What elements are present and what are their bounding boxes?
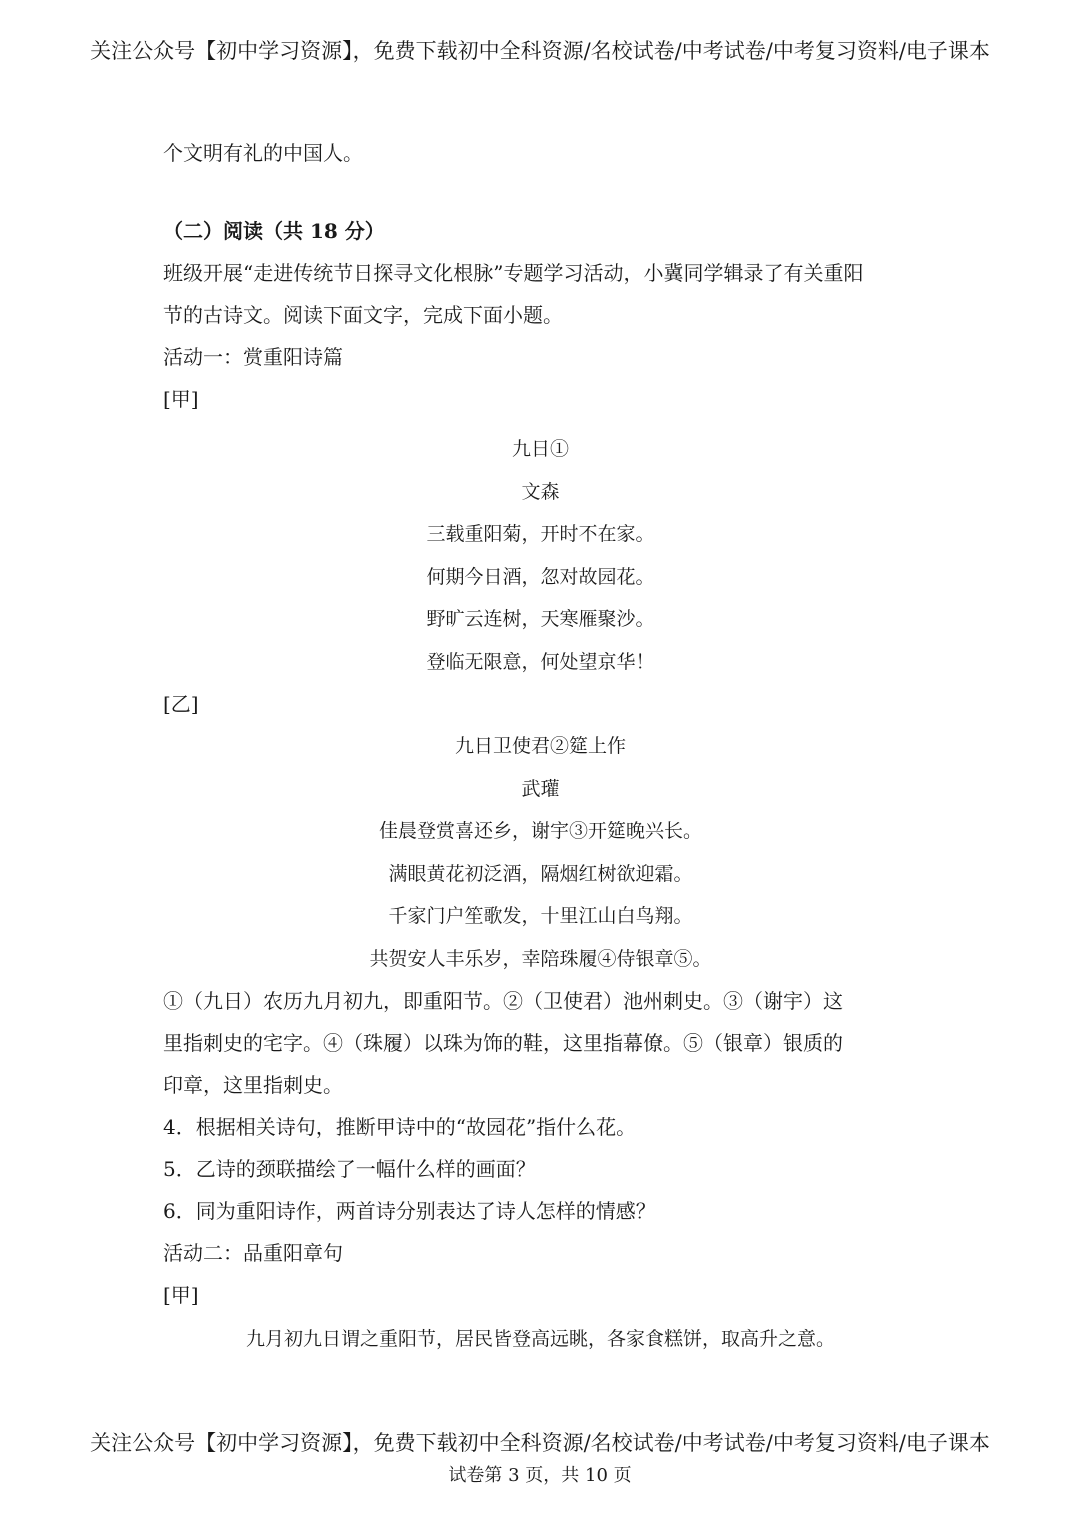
- section-title: （二）阅读（共 18 分）: [163, 219, 385, 243]
- poem-b-line: 共贺安人丰乐岁，幸陪珠履④侍银章⑤。: [369, 947, 712, 970]
- poem-a-line: 登临无限意，何处望京华！: [426, 650, 655, 673]
- poem-b-marker: [乙]: [163, 692, 199, 716]
- intro-line-1: 班级开展“走进传统节日探寻文化根脉”专题学习活动，小冀同学辑录了有关重阳: [163, 261, 864, 285]
- note-line: 里指刺史的宅字。④（珠履）以珠为饰的鞋，这里指幕僚。⑤（银章）银质的: [163, 1031, 843, 1055]
- poem-a-author: 文森: [521, 480, 560, 503]
- page-content: [163, 132, 923, 1362]
- poem-a-marker: [甲]: [163, 387, 199, 411]
- question-4: 4．根据相关诗句，推断甲诗中的“故园花”指什么花。: [163, 1115, 637, 1139]
- note-line: 印章，这里指刺史。: [163, 1073, 343, 1097]
- poem-a-line: 野旷云连树，天寒雁聚沙。: [426, 608, 655, 630]
- note-line: ①（九日）农历九月初九，即重阳节。②（卫使君）池州刺史。③（谢宇）这: [163, 989, 843, 1013]
- bottom-banner: 关注公众号【初中学习资源】，免费下载初中全科资源/名校试卷/中考试卷/中考复习资料/电子课本: [90, 1431, 990, 1455]
- passage-marker: [甲]: [163, 1283, 199, 1307]
- poem-b-line: 佳晨登赏喜还乡，谢宇③开筵晚兴长。: [378, 820, 702, 842]
- question-5: 5．乙诗的颈联描绘了一幅什么样的画面？: [163, 1157, 536, 1181]
- poem-a-line: 何期今日酒，忽对故园花。: [426, 565, 655, 588]
- poem-b-line: 千家门户笙歌发，十里江山白鸟翔。: [388, 905, 693, 927]
- activity-2-title: 活动二：品重阳章句: [163, 1241, 343, 1265]
- intro-tail: 个文明有礼的中国人。: [163, 141, 363, 165]
- page-number: 试卷第 3 页，共 10 页: [448, 1465, 632, 1486]
- poem-a-line: 三载重阳菊，开时不在家。: [426, 523, 655, 545]
- passage-text: 九月初九日谓之重阳节，居民皆登高远眺，各家食糕饼，取高升之意。: [245, 1328, 835, 1350]
- poem-b-line: 满眼黄花初泛酒，隔烟红树欲迎霜。: [388, 862, 693, 885]
- top-banner: 关注公众号【初中学习资源】，免费下载初中全科资源/名校试卷/中考试卷/中考复习资料/电子课本: [90, 39, 990, 63]
- intro-line-2: 节的古诗文。阅读下面文字，完成下面小题。: [163, 303, 563, 327]
- question-6: 6．同为重阳诗作，两首诗分别表达了诗人怎样的情感？: [163, 1199, 656, 1223]
- poem-a-title: 九日①: [511, 438, 569, 460]
- activity-1-title: 活动一：赏重阳诗篇: [163, 345, 343, 369]
- poem-b-author: 武瓘: [521, 777, 560, 800]
- poem-b-title: 九日卫使君②筵上作: [454, 735, 626, 757]
